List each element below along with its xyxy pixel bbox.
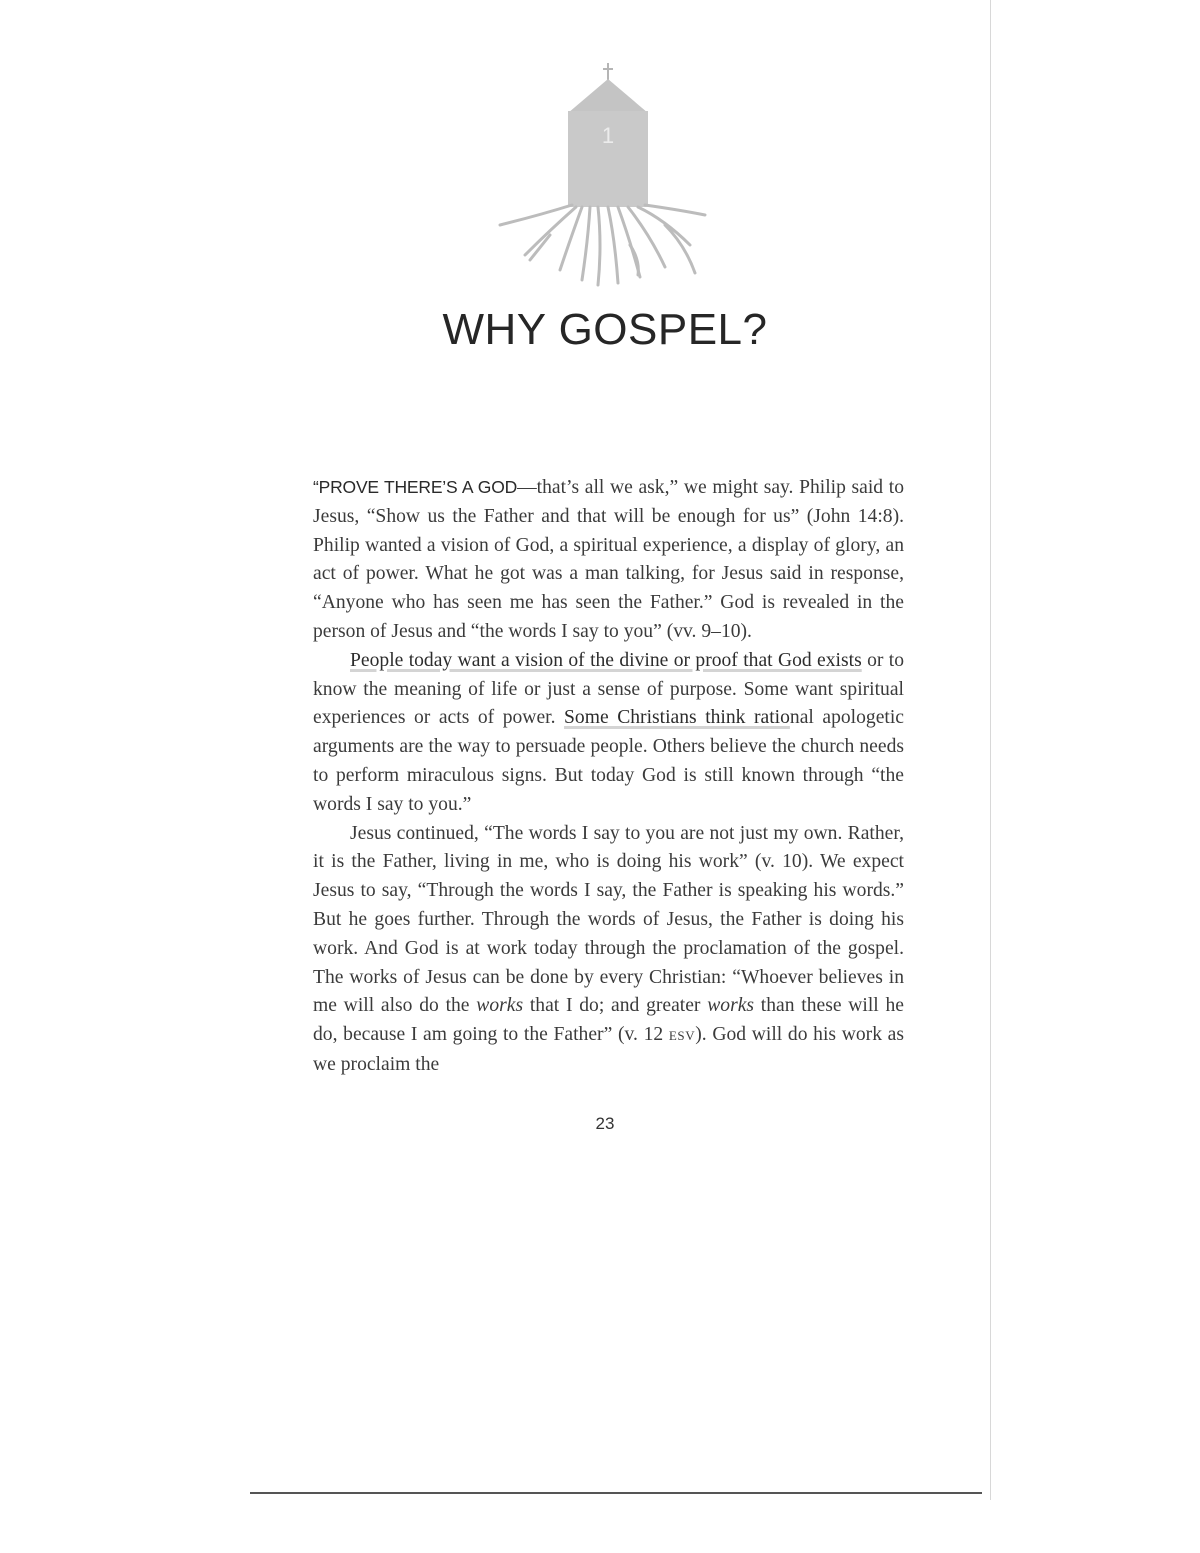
chapter-body bbox=[313, 473, 904, 1080]
paragraph-text: —that’s all we ask,” we might say. Philip said to Jesus, “Show us the Father and that will be enough for us” (John 14:8). Philip wanted a vision of God, a spiritual experience, a display of glory, an act of power. What he got was a man talking, for Jesus said in response, “Anyone who has seen me has seen the Father.” God is revealed in the person of Jesus and “the words I say to you” (vv. 9–10). bbox=[313, 477, 904, 642]
highlighted-text: People today want a vision of the divine or proof that God exists bbox=[350, 649, 862, 671]
page-bottom-rule bbox=[250, 1492, 982, 1494]
paragraph-text: or to know the meaning of life or just a sense of purpose. Some want spiritual experiences or acts of power. bbox=[313, 649, 904, 729]
version-abbrev: ESV bbox=[668, 1028, 696, 1044]
church-roots-icon bbox=[490, 55, 720, 295]
chapter-number: 1 bbox=[601, 123, 615, 148]
paragraph-text: Jesus continued, “The words I say to you are not just my own. Rather, it is the Father, living in me, who is doing his work” (v. 10). We expect Jesus to say, “Through the words I say, the Father is speaking his words.” But he goes further. Through the words of Jesus, the Father is doing his work. And God is at work today through the proclamation of the gospel. The works of Jesus can be done by every Christian: “Whoever believes in me will also do the bbox=[313, 822, 904, 1017]
paragraph-3 bbox=[313, 820, 904, 1080]
paragraph-text: ). God will do his work as we proclaim the bbox=[313, 1024, 904, 1075]
highlighted-text: Some Christians think ratio bbox=[564, 707, 790, 729]
paragraph-1 bbox=[313, 473, 904, 647]
emphasis-text: works bbox=[476, 995, 524, 1017]
paragraph-2 bbox=[313, 647, 904, 820]
paragraph-text: than these will he do, because I am going to the Father” (v. 12 bbox=[313, 995, 904, 1046]
emphasis-text: works bbox=[707, 995, 755, 1017]
chapter-title: WHY GOSPEL? bbox=[442, 305, 768, 354]
page-number: 23 bbox=[595, 1114, 615, 1133]
paragraph-text: that I do; and greater bbox=[523, 995, 708, 1017]
chapter-emblem bbox=[490, 55, 720, 295]
paragraph-text: nal apologetic arguments are the way to persuade people. Others believe the church needs to perform miraculous signs. But today God is still known through “the words I say to you.” bbox=[313, 707, 905, 815]
paragraph-lead: “PROVE THERE’S A GOD bbox=[313, 477, 518, 497]
page-edge bbox=[990, 0, 991, 1500]
